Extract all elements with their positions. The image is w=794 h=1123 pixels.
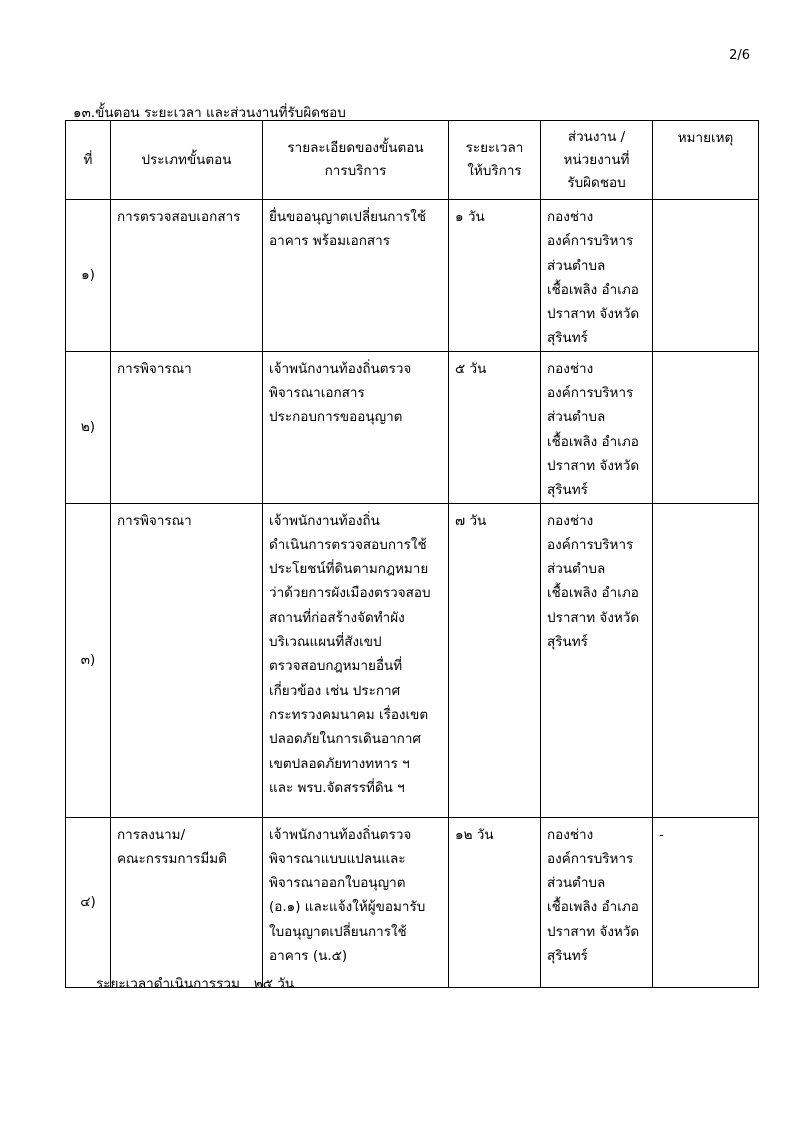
step-type-line: การตรวจสอบเอกสาร [117,209,241,225]
header-remarks: หมายเหตุ [653,121,759,200]
header-department-line: รับผิดชอบ [567,174,626,191]
header-duration [449,121,541,200]
details-line: ใบอนุญาตเปลี่ยนการใช้ [269,923,407,940]
department-line: กองช่าง [547,360,594,377]
details-cell [263,351,449,503]
remarks-cell [653,200,759,352]
details-line: เจ้าพนักงานท้องถิ่น [269,512,380,529]
department-line: ปราสาท จังหวัด [547,306,640,323]
department-line: เชื้อเพลิง อำเภอ [547,281,639,298]
remarks-cell: - [653,817,759,987]
details-line: (อ.๑) และแจ้งให้ผู้ขอมารับ [269,899,426,916]
duration-cell: ๑ วัน [449,200,541,352]
step-type-cell [111,503,263,817]
details-line: ยื่นขออนุญาตเปลี่ยนการใช้ [269,209,427,225]
details-line: ประกอบการขออนุญาต [269,409,403,426]
header-duration-line: ระยะเวลา [465,140,524,156]
row-number: ๑) [66,200,111,352]
row-number: ๔) [66,817,111,987]
department-line: องค์การบริหาร [547,850,634,867]
details-line: อาคาร พร้อมเอกสาร [269,233,390,250]
step-type-cell [111,200,263,352]
department-line: ส่วนตำบล [547,875,606,892]
table-row [66,200,759,352]
step-type-line: คณะกรรมการมีมติ [117,850,227,867]
step-type-line: การพิจารณา [117,360,192,377]
row-number: ๓) [66,503,111,817]
details-line: กระทรวงคมนาคม เรื่องเขต [269,706,429,723]
details-line: ว่าด้วยการผังเมืองตรวจสอบ [269,585,431,602]
details-line: พิจารณาแบบแปลนและ [269,850,406,867]
details-cell [263,817,449,987]
header-step-type: ประเภทขั้นตอน [111,121,263,200]
total-duration-summary [96,972,294,994]
step-type-cell [111,817,263,987]
total-duration-value: ๒๕ วัน [253,976,295,992]
table-row [66,817,759,987]
step-type-line: การลงนาม/ [117,826,186,843]
department-cell [541,351,653,503]
details-cell [263,503,449,817]
department-line: สุรินทร์ [547,634,588,651]
total-duration-label: ระยะเวลาดำเนินการรวม [96,976,240,992]
department-line: ปราสาท จังหวัด [547,923,640,940]
header-details-line: รายละเอียดของขั้นตอน [287,140,424,156]
header-no: ที่ [66,121,111,200]
department-line: ส่วนตำบล [547,561,606,578]
details-line: เจ้าพนักงานท้องถิ่นตรวจ [269,360,412,377]
remarks-cell [653,351,759,503]
details-line: ดำเนินการตรวจสอบการใช้ [269,536,427,553]
details-line: เขตปลอดภัยทางทหาร ฯ [269,755,410,772]
table-row [66,503,759,817]
details-line: ตรวจสอบกฎหมายอื่นที่ [269,658,403,675]
header-department [541,121,653,200]
department-cell [541,503,653,817]
details-line: และ พรบ.จัดสรรที่ดิน ฯ [269,779,405,796]
header-duration-line: ให้บริการ [467,163,522,179]
header-details-line: การบริการ [324,163,387,179]
table-header-row [66,121,759,200]
department-line: กองช่าง [547,209,594,225]
department-line: สุรินทร์ [547,482,588,499]
department-line: ส่วนตำบล [547,409,606,426]
details-line: พิจารณาออกใบอนุญาต [269,875,406,892]
department-line: กองช่าง [547,512,594,529]
details-cell [263,200,449,352]
remarks-cell [653,503,759,817]
department-line: ส่วนตำบล [547,257,606,274]
duration-cell: ๗ วัน [449,503,541,817]
page-number: 2/6 [729,48,750,63]
details-line: พิจารณาเอกสาร [269,385,365,402]
department-line: ปราสาท จังหวัด [547,457,640,474]
department-cell [541,817,653,987]
row-number: ๒) [66,351,111,503]
details-line: ปลอดภัยในการเดินอากาศ [269,731,421,748]
details-line: เจ้าพนักงานท้องถิ่นตรวจ [269,826,412,843]
process-steps-table [65,120,759,988]
header-department-line: ส่วนงาน / [567,128,626,145]
details-line: อาคาร (น.๕) [269,948,348,965]
details-line: บริเวณแผนที่สังเขป [269,634,382,651]
details-line: เกี่ยวข้อง เช่น ประกาศ [269,682,401,699]
department-line: ปราสาท จังหวัด [547,609,640,626]
step-type-line: การพิจารณา [117,512,192,529]
header-department-line: หน่วยงานที่ [563,151,630,168]
header-details [263,121,449,200]
department-line: สุรินทร์ [547,948,588,965]
details-line: ประโยชน์ที่ดินตามกฎหมาย [269,561,429,578]
department-line: องค์การบริหาร [547,385,634,402]
department-line: เชื้อเพลิง อำเภอ [547,899,639,916]
duration-cell: ๕ วัน [449,351,541,503]
department-line: เชื้อเพลิง อำเภอ [547,585,639,602]
department-line: องค์การบริหาร [547,536,634,553]
step-type-cell [111,351,263,503]
department-line: องค์การบริหาร [547,233,634,250]
section-title: ๑๓.ขั้นตอน ระยะเวลา และส่วนงานที่รับผิดชอบ [73,105,346,121]
department-cell [541,200,653,352]
details-line: สถานที่ก่อสร้างจัดทำผัง [269,609,405,626]
department-line: กองช่าง [547,826,594,843]
department-line: สุรินทร์ [547,330,588,347]
duration-cell: ๑๒ วัน [449,817,541,987]
table-row [66,351,759,503]
department-line: เชื้อเพลิง อำเภอ [547,433,639,450]
